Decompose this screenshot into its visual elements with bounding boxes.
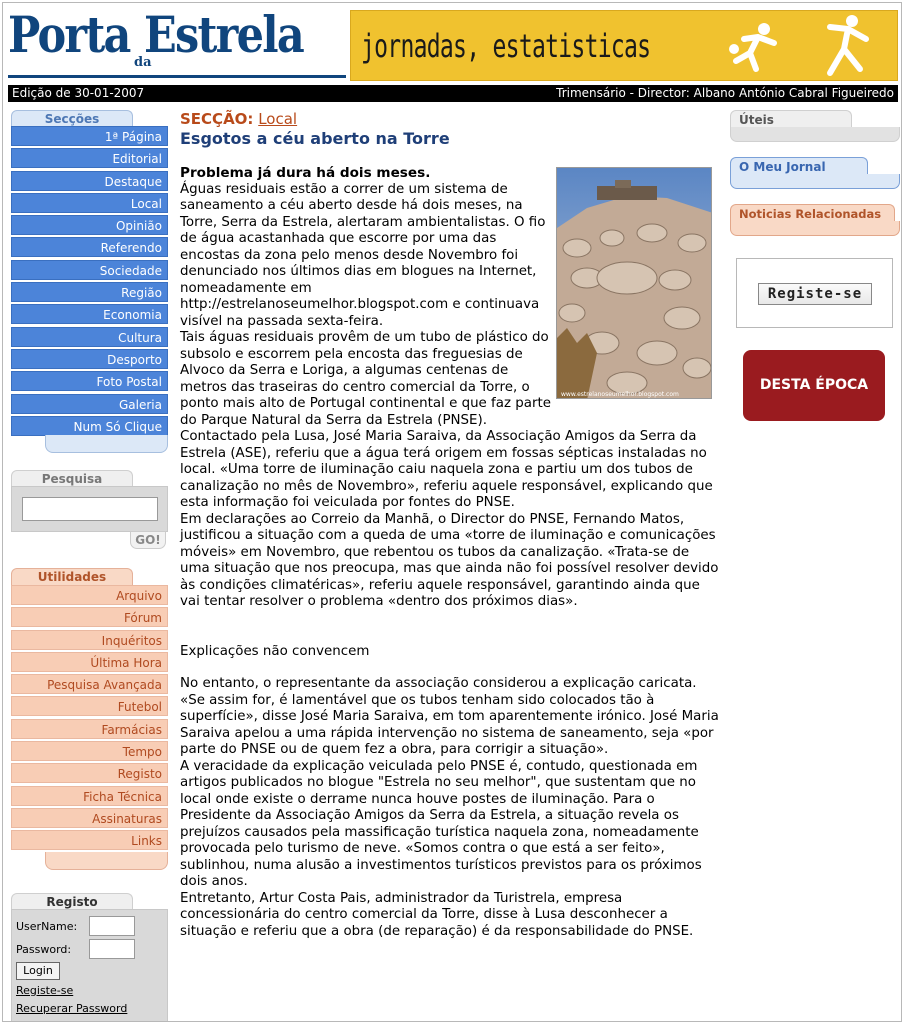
utility-menu-item[interactable]: Pesquisa Avançada <box>11 674 168 694</box>
password-field[interactable] <box>89 939 135 959</box>
related-news-body <box>730 221 900 236</box>
utility-menu-item[interactable]: Fórum <box>11 607 168 627</box>
article-paragraph: A veracidade da explicação veiculada pelo PNSE é, contudo, questionada em artigos publicados no blogue "Estrela no seu melhor", que sustentam que no local onde existe o derrame nunca houve postes de iluminação. Para o Presidente da Associação Amigos da Serra da Estrela, a situação revela os prejuízos causados pela massificação turística naquela zona, nomeadamente provocada pelo turismo de neve. «Somos contra o que está a ser feito», sublinhou, numa alusão a investimentos turísticos previstos para os próximos dois anos. <box>180 758 702 889</box>
section-menu-item[interactable]: Num Só Clique <box>11 416 168 436</box>
utility-menu-item[interactable]: Inquéritos <box>11 630 168 650</box>
rocky-landscape-image <box>557 168 712 399</box>
register-link[interactable]: Registe-se <box>16 984 74 997</box>
header-banner[interactable] <box>350 10 898 81</box>
search-box <box>11 486 168 532</box>
article-paragraph: Contactado pela Lusa, José Maria Saraiva, da Associação Amigos da Serra da Estrela (ASE), referiu que a água terá origem em fossas sépticas instaladas no local. «Uma torre de iluminação caiu naquela zona e partiu um dos tubos de canalização no mês de Novembro», referiu aquele responsável, explicando que esta informação foi veiculada por fontes do PNSE. <box>180 429 713 510</box>
section-menu-item[interactable]: Destaque <box>11 171 168 191</box>
meu-jornal-title[interactable]: O Meu Jornal <box>730 157 868 175</box>
site-logo[interactable] <box>8 5 348 83</box>
register-banner[interactable] <box>736 258 893 328</box>
section-menu-item[interactable]: Desporto <box>11 349 168 369</box>
section-line <box>180 110 297 128</box>
utility-menu-item[interactable]: Futebol <box>11 696 168 716</box>
desta-epoca-banner[interactable]: DESTA ÉPOCA <box>743 350 885 421</box>
utility-menu-item[interactable]: Última Hora <box>11 652 168 672</box>
search-input[interactable] <box>22 497 158 521</box>
login-box <box>11 909 168 1022</box>
article-subheading: Explicações não convencem <box>180 643 370 659</box>
uteis-title: Úteis <box>730 110 852 128</box>
username-label: UserName: <box>16 920 78 933</box>
logo-da: da <box>134 55 152 70</box>
utilities-title: Utilidades <box>11 568 133 585</box>
logo-porta: Porta <box>8 5 130 64</box>
page-frame <box>2 2 902 1022</box>
section-menu-item[interactable]: Referendo <box>11 237 168 257</box>
section-menu-item[interactable]: Sociedade <box>11 260 168 280</box>
meu-jornal-body <box>730 174 900 189</box>
sections-title: Secções <box>11 110 133 127</box>
info-bar <box>8 85 898 102</box>
section-menu-item[interactable]: Local <box>11 193 168 213</box>
article-lead: Problema já dura há dois meses. <box>180 165 431 181</box>
utility-menu-item[interactable]: Assinaturas <box>11 808 168 828</box>
footballer-icon <box>726 19 786 77</box>
section-menu-item[interactable]: Economia <box>11 304 168 324</box>
sections-menu <box>11 126 168 438</box>
section-menu-item[interactable]: Cultura <box>11 327 168 347</box>
article-title: Esgotos a céu aberto na Torre <box>180 129 450 148</box>
password-label: Password: <box>16 943 72 956</box>
article-paragraph: Entretanto, Artur Costa Pais, administrador da Turistrela, empresa concessionária do centro comercial da Torre, disse à Lusa desconhecer a situação e referiu que a obra (de reparação) é da responsabilidade do PNSE. <box>180 890 694 939</box>
section-menu-item[interactable]: Opinião <box>11 215 168 235</box>
login-button[interactable]: Login <box>16 962 60 980</box>
section-menu-item[interactable]: Região <box>11 282 168 302</box>
section-menu-item[interactable]: Galeria <box>11 394 168 414</box>
utility-menu-item[interactable]: Ficha Técnica <box>11 786 168 806</box>
banner-text: jornadas, estatisticas <box>361 27 651 65</box>
search-title: Pesquisa <box>11 470 133 487</box>
utility-menu-item[interactable]: Farmácias <box>11 719 168 739</box>
logo-underline <box>8 75 346 78</box>
edition-date: Edição de 30-01-2007 <box>12 86 145 100</box>
article-photo[interactable] <box>556 167 712 399</box>
article-paragraph: Tais águas residuais provêm de um tubo de plástico do subsolo e escorrem pela encosta das freguesias de Alvoco da Serra e Loriga, a algumas centenas de metros das traseiras do centro comercial da Torre, o ponto mais alto de Portugal continental e que faz parte do Parque Natural da Serra da Estrela (PNSE). <box>180 330 551 428</box>
recover-password-link[interactable]: Recuperar Password <box>16 1002 128 1015</box>
related-news-title: Noticias Relacionadas <box>730 204 895 222</box>
section-label: SECÇÃO: <box>180 110 254 128</box>
utility-menu-item[interactable]: Tempo <box>11 741 168 761</box>
section-menu-item[interactable]: 1ª Página <box>11 126 168 146</box>
section-link[interactable]: Local <box>258 110 298 128</box>
sections-footer <box>45 435 168 453</box>
search-go-button[interactable]: GO! <box>130 531 166 549</box>
utilities-menu <box>11 585 168 853</box>
article-paragraph: Em declarações ao Correio da Manhã, o Director do PNSE, Fernando Matos, justificou a situação com a queda de uma «torre de iluminação e comunicações móveis» em Novembro, que rebentou os tubos da canalização. «Trata-se de uma situação que nos preocupa, mas que ainda não foi possível resolver devido às condições climatéricas», referiu aquele responsável, garantindo ainda que vai tentar resolver o problema «dentro dos próximos dias». <box>180 511 719 609</box>
logo-estrela: Estrela <box>144 5 304 64</box>
article-paragraph: No entanto, o representante da associação considerou a explicação caricata. «Se assim for, é lamentável que os tubos tenham sido colocados tão à superfície», disse José Maria Saraiva, em tom aparentemente irónico. José Maria Saraiva apelou a uma rápida intervenção no sistema de saneamento, seja «por parte do PNSE ou de quem fez a obra, para corrigir a situação». <box>180 676 719 757</box>
username-field[interactable] <box>89 916 135 936</box>
section-menu-item[interactable]: Foto Postal <box>11 371 168 391</box>
register-title: Registo <box>11 893 133 910</box>
section-menu-item[interactable]: Editorial <box>11 148 168 168</box>
director-line: Trimensário - Director: Albano António Cabral Figueiredo <box>556 86 894 100</box>
uteis-body <box>730 127 900 142</box>
utility-menu-item[interactable]: Registo <box>11 763 168 783</box>
utility-menu-item[interactable]: Links <box>11 830 168 850</box>
runner-icon <box>816 13 876 79</box>
utility-menu-item[interactable]: Arquivo <box>11 585 168 605</box>
utilities-footer <box>45 852 168 870</box>
photo-caption: www.estrelanoseumelhor.blogspot.com <box>561 391 679 398</box>
register-banner-label: Registe-se <box>758 283 872 305</box>
article-paragraph: Águas residuais estão a correr de um sistema de saneamento a céu aberto desde há dois meses, na Torre, Serra da Estrela, alertaram ambientalistas. O fio de água acastanhada que escorre por uma das encostas da zona pelo menos desde Novembro foi denunciado nos últimos dias em blogues na Internet, nomeadamente em http://estrelanoseumelhor.blogspot.com e continuava visível na passada sexta-feira. <box>180 181 546 329</box>
